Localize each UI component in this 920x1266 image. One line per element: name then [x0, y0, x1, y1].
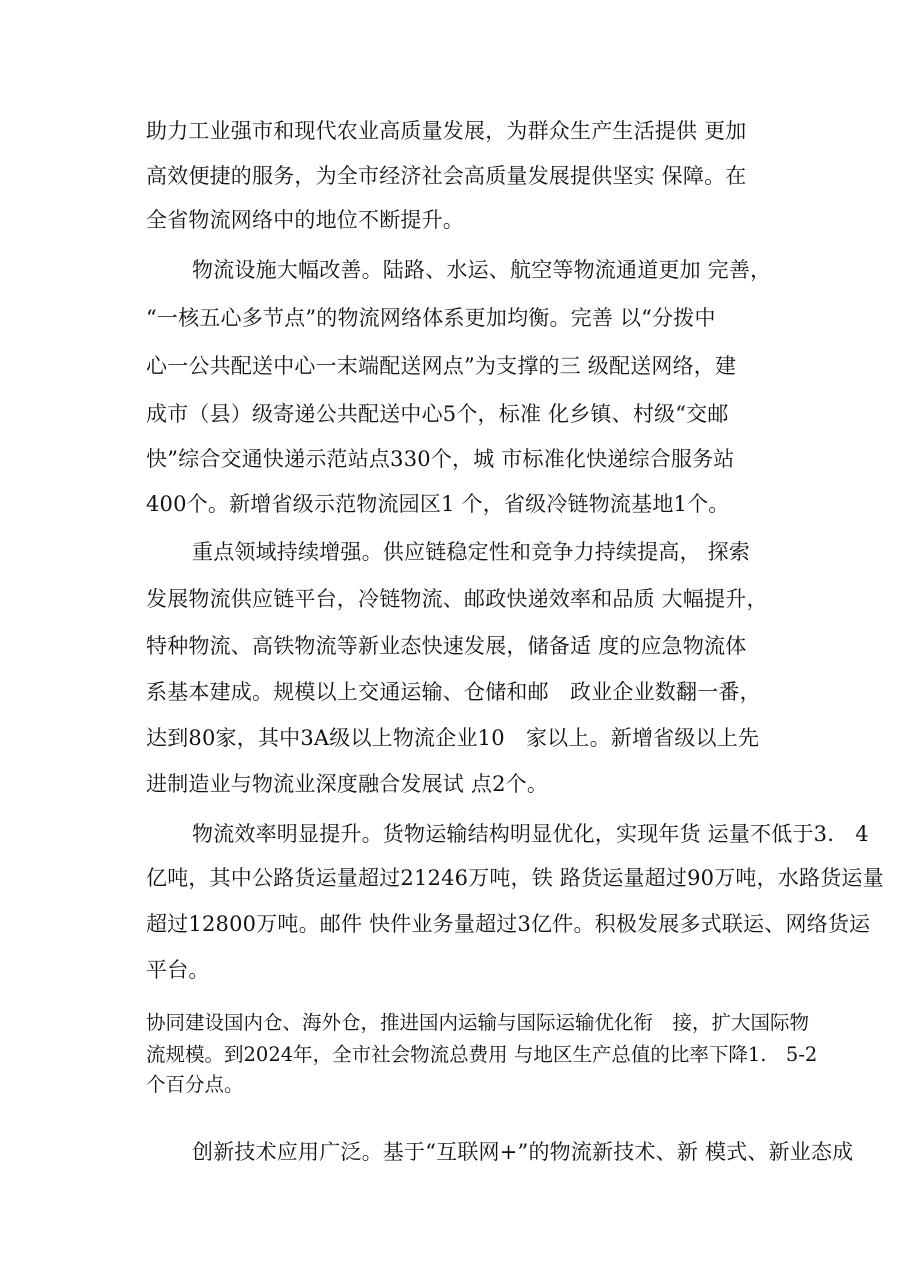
text-line: 协同建设国内仓、海外仓，推进国内运输与国际运输优化衔 接，扩大国际物 [146, 1011, 810, 1034]
text-line: 创新技术应用广泛。基于“互联网+”的物流新技术、新 模式、新业态成 [192, 1140, 854, 1164]
text-line: 进制造业与物流业深度融合发展试 点2个。 [146, 772, 549, 796]
text-line: 流规模。到2024年，全市社会物流总费用 与地区生产总值的比率下降1. 5-2 [146, 1043, 818, 1066]
text-line: 发展物流供应链平台，冷链物流、邮政快递效率和品质 大幅提升， [146, 587, 768, 611]
text-line: 系基本建成。规模以上交通运输、仓储和邮 政业企业数翻一番， [146, 680, 761, 704]
text-line: 快”综合交通快递示范站点330个，城 市标准化快递综合服务站 [146, 447, 735, 471]
text-line: 物流效率明显提升。货物运输结构明显优化，实现年货 运量不低于3. 4 [192, 822, 869, 846]
text-line: 400个。新增省级示范物流园区1 个，省级冷链物流基地1个。 [146, 492, 730, 516]
text-line: 个百分点。 [146, 1073, 244, 1096]
text-line: 特种物流、高铁物流等新业态快速发展，储备适 度的应急物流体 [146, 634, 747, 658]
text-line: 成市（县）级寄递公共配送中心5个，标准 化乡镇、村级“交邮 [146, 402, 729, 426]
text-line: “一核五心多节点”的物流网络体系更加均衡。完善 以“分拨中 [146, 306, 716, 330]
text-line: 助力工业强市和现代农业高质量发展，为群众生产生活提供 更加 [146, 119, 747, 143]
text-line: 心一公共配送中心一末端配送网点”为支撑的三 级配送网络，建 [146, 354, 737, 378]
text-line: 物流设施大幅改善。陆路、水运、航空等物流通道更加 完善， [192, 258, 772, 282]
text-line: 亿吨，其中公路货运量超过21246万吨，铁 路货运量超过90万吨，水路货运量 [146, 866, 884, 890]
text-line: 超过12800万吨。邮件 快件业务量超过3亿件。积极发展多式联运、网络货运 [146, 912, 871, 936]
text-line: 达到80家，其中3A级以上物流企业10 家以上。新增省级以上先 [146, 726, 760, 750]
text-line: 高效便捷的服务，为全市经济社会高质量发展提供坚实 保障。在 [146, 164, 747, 188]
text-line: 重点领域持续增强。供应链稳定性和竞争力持续提高， 探索 [192, 540, 751, 564]
text-line: 全省物流网络中的地位不断提升。 [146, 208, 464, 232]
text-line: 平台。 [146, 958, 210, 982]
